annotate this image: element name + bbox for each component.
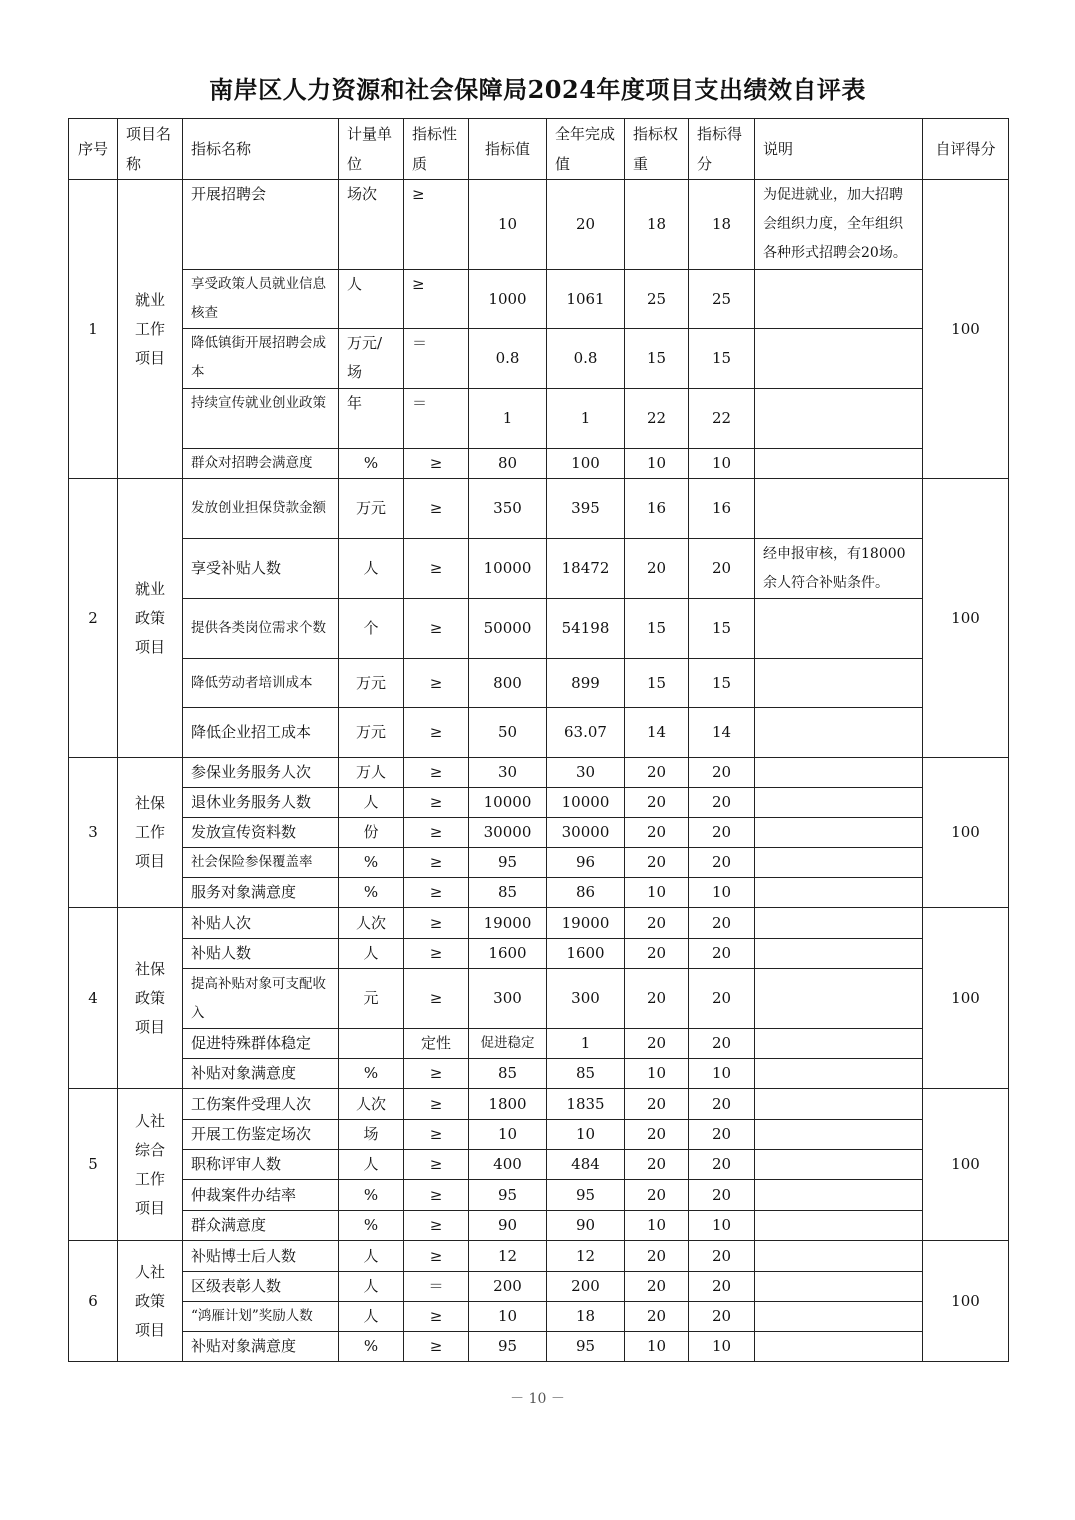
unit: % <box>339 1059 404 1089</box>
table-row <box>69 180 1009 270</box>
actual-value: 30 <box>547 758 625 788</box>
table-row <box>69 1241 1009 1272</box>
actual-value: 200 <box>547 1272 625 1302</box>
indicator-score: 10 <box>689 1211 755 1241</box>
indicator-score: 15 <box>689 329 755 389</box>
target-value: 50000 <box>469 599 547 659</box>
indicator-name: 降低镇街开展招聘会成本 <box>183 329 339 389</box>
target-value: 19000 <box>469 908 547 939</box>
unit: 万元 <box>339 479 404 539</box>
target-value: 10 <box>469 1120 547 1150</box>
indicator-name: 发放宣传资料数 <box>183 818 339 848</box>
table-row <box>69 449 1009 479</box>
target-value: 10000 <box>469 788 547 818</box>
weight: 20 <box>625 788 689 818</box>
header-actual: 全年完成值 <box>547 119 625 180</box>
unit: 场次 <box>339 180 404 270</box>
weight: 20 <box>625 1272 689 1302</box>
note <box>755 1180 923 1211</box>
actual-value: 63.07 <box>547 708 625 758</box>
indicator-nature: ≥ <box>404 969 469 1029</box>
unit: % <box>339 449 404 479</box>
actual-value: 300 <box>547 969 625 1029</box>
indicator-name: 群众满意度 <box>183 1211 339 1241</box>
indicator-name: 降低劳动者培训成本 <box>183 659 339 708</box>
unit: 人 <box>339 1302 404 1332</box>
weight: 20 <box>625 1029 689 1059</box>
indicator-nature: ≥ <box>404 758 469 788</box>
indicator-name: 社会保险参保覆盖率 <box>183 848 339 878</box>
target-value: 1800 <box>469 1089 547 1120</box>
unit: 人 <box>339 788 404 818</box>
indicator-score: 20 <box>689 1241 755 1272</box>
weight: 20 <box>625 1241 689 1272</box>
weight: 10 <box>625 878 689 908</box>
indicator-name: “鸿雁计划”奖励人数 <box>183 1302 339 1332</box>
indicator-score: 20 <box>689 1029 755 1059</box>
target-value: 90 <box>469 1211 547 1241</box>
indicator-nature: ≥ <box>404 1180 469 1211</box>
weight: 20 <box>625 1302 689 1332</box>
target-value: 300 <box>469 969 547 1029</box>
actual-value: 18472 <box>547 539 625 599</box>
table-row <box>69 848 1009 878</box>
header-row <box>69 119 1009 180</box>
target-value: 10 <box>469 180 547 270</box>
actual-value: 95 <box>547 1180 625 1211</box>
table-row <box>69 758 1009 788</box>
indicator-nature: 定性 <box>404 1029 469 1059</box>
indicator-nature: ＝ <box>404 329 469 389</box>
row-seq: 3 <box>69 758 118 908</box>
row-seq: 2 <box>69 479 118 758</box>
header-note: 说明 <box>755 119 923 180</box>
note <box>755 1241 923 1272</box>
indicator-name: 补贴对象满意度 <box>183 1332 339 1362</box>
table-row <box>69 1302 1009 1332</box>
actual-value: 899 <box>547 659 625 708</box>
note <box>755 1211 923 1241</box>
indicator-nature: ≥ <box>404 1059 469 1089</box>
weight: 10 <box>625 449 689 479</box>
weight: 20 <box>625 758 689 788</box>
weight: 20 <box>625 908 689 939</box>
unit: % <box>339 1211 404 1241</box>
indicator-nature: ≥ <box>404 479 469 539</box>
indicator-score: 20 <box>689 1302 755 1332</box>
indicator-nature: ≥ <box>404 1211 469 1241</box>
self-score: 100 <box>923 180 1009 479</box>
project-name: 就业工作项目 <box>118 180 183 479</box>
table-row <box>69 1211 1009 1241</box>
note <box>755 270 923 329</box>
unit: 人次 <box>339 1089 404 1120</box>
actual-value: 1600 <box>547 939 625 969</box>
target-value: 12 <box>469 1241 547 1272</box>
target-value: 85 <box>469 878 547 908</box>
table-row <box>69 939 1009 969</box>
indicator-nature: ≥ <box>404 908 469 939</box>
indicator-name: 职称评审人数 <box>183 1150 339 1180</box>
indicator-score: 20 <box>689 788 755 818</box>
target-value: 1000 <box>469 270 547 329</box>
project-name: 社保工作项目 <box>118 758 183 908</box>
table-row <box>69 1120 1009 1150</box>
weight: 22 <box>625 389 689 449</box>
table-row <box>69 1332 1009 1362</box>
note <box>755 1272 923 1302</box>
unit: 万人 <box>339 758 404 788</box>
weight: 20 <box>625 1089 689 1120</box>
weight: 20 <box>625 969 689 1029</box>
indicator-nature: ≥ <box>404 1302 469 1332</box>
indicator-nature: ≥ <box>404 599 469 659</box>
target-value: 30 <box>469 758 547 788</box>
note: 经申报审核，有18000余人符合补贴条件。 <box>755 539 923 599</box>
indicator-score: 15 <box>689 659 755 708</box>
weight: 20 <box>625 539 689 599</box>
table-row <box>69 908 1009 939</box>
document-title: 南岸区人力资源和社会保障局2024年度项目支出绩效自评表 <box>209 75 866 104</box>
weight: 15 <box>625 599 689 659</box>
table-row <box>69 479 1009 539</box>
table-row <box>69 878 1009 908</box>
indicator-nature: ≥ <box>404 449 469 479</box>
indicator-name: 享受补贴人数 <box>183 539 339 599</box>
actual-value: 95 <box>547 1332 625 1362</box>
actual-value: 1835 <box>547 1089 625 1120</box>
indicator-name: 参保业务服务人次 <box>183 758 339 788</box>
table-row <box>69 659 1009 708</box>
unit: 个 <box>339 599 404 659</box>
unit: 场 <box>339 1120 404 1150</box>
actual-value: 30000 <box>547 818 625 848</box>
indicator-nature: ≥ <box>404 180 469 270</box>
indicator-name: 补贴人次 <box>183 908 339 939</box>
row-seq: 4 <box>69 908 118 1089</box>
indicator-name: 区级表彰人数 <box>183 1272 339 1302</box>
actual-value: 10 <box>547 1120 625 1150</box>
indicator-name: 开展工伤鉴定场次 <box>183 1120 339 1150</box>
indicator-name: 降低企业招工成本 <box>183 708 339 758</box>
note <box>755 1059 923 1089</box>
target-value: 50 <box>469 708 547 758</box>
actual-value: 1 <box>547 389 625 449</box>
table-row <box>69 389 1009 449</box>
target-value: 10 <box>469 1302 547 1332</box>
indicator-nature: ≥ <box>404 939 469 969</box>
actual-value: 86 <box>547 878 625 908</box>
indicator-name: 仲裁案件办结率 <box>183 1180 339 1211</box>
indicator-score: 20 <box>689 1120 755 1150</box>
indicator-nature: ≥ <box>404 1120 469 1150</box>
weight: 20 <box>625 848 689 878</box>
unit: % <box>339 1332 404 1362</box>
indicator-name: 群众对招聘会满意度 <box>183 449 339 479</box>
indicator-nature: ≥ <box>404 659 469 708</box>
indicator-name: 发放创业担保贷款金额 <box>183 479 339 539</box>
project-name: 就业政策项目 <box>118 479 183 758</box>
note <box>755 848 923 878</box>
table-row <box>69 1272 1009 1302</box>
indicator-score: 10 <box>689 1059 755 1089</box>
actual-value: 90 <box>547 1211 625 1241</box>
indicator-score: 14 <box>689 708 755 758</box>
indicator-score: 10 <box>689 1332 755 1362</box>
header-nature: 指标性质 <box>404 119 469 180</box>
weight: 20 <box>625 939 689 969</box>
actual-value: 1061 <box>547 270 625 329</box>
note <box>755 1302 923 1332</box>
indicator-name: 促进特殊群体稳定 <box>183 1029 339 1059</box>
indicator-nature: ≥ <box>404 1089 469 1120</box>
actual-value: 10000 <box>547 788 625 818</box>
actual-value: 85 <box>547 1059 625 1089</box>
indicator-nature: ≥ <box>404 788 469 818</box>
project-name: 社保政策项目 <box>118 908 183 1089</box>
note <box>755 449 923 479</box>
actual-value: 0.8 <box>547 329 625 389</box>
target-value: 10000 <box>469 539 547 599</box>
indicator-name: 退休业务服务人数 <box>183 788 339 818</box>
note <box>755 329 923 389</box>
note <box>755 1029 923 1059</box>
table-row <box>69 270 1009 329</box>
indicator-score: 10 <box>689 449 755 479</box>
indicator-name: 持续宣传就业创业政策 <box>183 389 339 449</box>
indicator-name: 服务对象满意度 <box>183 878 339 908</box>
note: 为促进就业，加大招聘会组织力度，全年组织各种形式招聘会20场。 <box>755 180 923 270</box>
weight: 20 <box>625 1150 689 1180</box>
header-seq: 序号 <box>69 119 118 180</box>
unit: 年 <box>339 389 404 449</box>
header-target: 指标值 <box>469 119 547 180</box>
table-row <box>69 788 1009 818</box>
unit: 人 <box>339 1241 404 1272</box>
header-indicator: 指标名称 <box>183 119 339 180</box>
unit: % <box>339 878 404 908</box>
indicator-nature: ≥ <box>404 878 469 908</box>
weight: 18 <box>625 180 689 270</box>
actual-value: 18 <box>547 1302 625 1332</box>
weight: 20 <box>625 818 689 848</box>
indicator-nature: ＝ <box>404 389 469 449</box>
target-value: 30000 <box>469 818 547 848</box>
table-row <box>69 1029 1009 1059</box>
actual-value: 20 <box>547 180 625 270</box>
indicator-score: 10 <box>689 878 755 908</box>
note <box>755 1089 923 1120</box>
unit: 万元 <box>339 708 404 758</box>
unit: 人 <box>339 270 404 329</box>
indicator-name: 提供各类岗位需求个数 <box>183 599 339 659</box>
header-project: 项目名称 <box>118 119 183 180</box>
table-row <box>69 969 1009 1029</box>
actual-value: 100 <box>547 449 625 479</box>
indicator-score: 22 <box>689 389 755 449</box>
table-row <box>69 1150 1009 1180</box>
target-value: 95 <box>469 1332 547 1362</box>
indicator-nature: ≥ <box>404 1332 469 1362</box>
header-weight: 指标权重 <box>625 119 689 180</box>
unit: 人 <box>339 1150 404 1180</box>
indicator-nature: ≥ <box>404 818 469 848</box>
indicator-nature: ≥ <box>404 1150 469 1180</box>
indicator-name: 提高补贴对象可支配收入 <box>183 969 339 1029</box>
note <box>755 788 923 818</box>
weight: 14 <box>625 708 689 758</box>
target-value: 80 <box>469 449 547 479</box>
indicator-score: 20 <box>689 969 755 1029</box>
indicator-name: 工伤案件受理人次 <box>183 1089 339 1120</box>
self-score: 100 <box>923 908 1009 1089</box>
indicator-nature: ＝ <box>404 1272 469 1302</box>
table-row <box>69 708 1009 758</box>
weight: 10 <box>625 1332 689 1362</box>
table-row <box>69 539 1009 599</box>
note <box>755 818 923 848</box>
unit: 人 <box>339 939 404 969</box>
table-row <box>69 1059 1009 1089</box>
self-score: 100 <box>923 1241 1009 1362</box>
target-value: 1 <box>469 389 547 449</box>
note <box>755 708 923 758</box>
row-seq: 1 <box>69 180 118 479</box>
indicator-nature: ≥ <box>404 708 469 758</box>
self-score: 100 <box>923 758 1009 908</box>
note <box>755 939 923 969</box>
row-seq: 5 <box>69 1089 118 1241</box>
target-value: 200 <box>469 1272 547 1302</box>
indicator-score: 18 <box>689 180 755 270</box>
target-value: 1600 <box>469 939 547 969</box>
indicator-score: 20 <box>689 818 755 848</box>
note <box>755 1120 923 1150</box>
indicator-score: 20 <box>689 1272 755 1302</box>
unit: 人次 <box>339 908 404 939</box>
target-value: 800 <box>469 659 547 708</box>
page-number: － 10 － <box>510 1391 565 1407</box>
table-row <box>69 818 1009 848</box>
note <box>755 1150 923 1180</box>
indicator-nature: ≥ <box>404 539 469 599</box>
note <box>755 908 923 939</box>
row-seq: 6 <box>69 1241 118 1362</box>
indicator-nature: ≥ <box>404 270 469 329</box>
target-value: 促进稳定 <box>469 1029 547 1059</box>
indicator-name: 补贴人数 <box>183 939 339 969</box>
target-value: 85 <box>469 1059 547 1089</box>
actual-value: 12 <box>547 1241 625 1272</box>
unit: 份 <box>339 818 404 848</box>
table-row <box>69 1180 1009 1211</box>
indicator-score: 20 <box>689 539 755 599</box>
header-self-score: 自评得分 <box>923 119 1009 180</box>
table-row <box>69 599 1009 659</box>
note <box>755 389 923 449</box>
indicator-score: 20 <box>689 1150 755 1180</box>
actual-value: 54198 <box>547 599 625 659</box>
target-value: 350 <box>469 479 547 539</box>
weight: 10 <box>625 1211 689 1241</box>
self-score: 100 <box>923 1089 1009 1241</box>
actual-value: 484 <box>547 1150 625 1180</box>
actual-value: 1 <box>547 1029 625 1059</box>
indicator-nature: ≥ <box>404 848 469 878</box>
unit: 人 <box>339 1272 404 1302</box>
indicator-score: 15 <box>689 599 755 659</box>
indicator-score: 25 <box>689 270 755 329</box>
note <box>755 758 923 788</box>
weight: 16 <box>625 479 689 539</box>
actual-value: 19000 <box>547 908 625 939</box>
weight: 10 <box>625 1059 689 1089</box>
unit: 万元 <box>339 659 404 708</box>
indicator-name: 补贴对象满意度 <box>183 1059 339 1089</box>
note <box>755 969 923 1029</box>
table-body <box>69 180 1009 1362</box>
target-value: 0.8 <box>469 329 547 389</box>
project-name: 人社政策项目 <box>118 1241 183 1362</box>
unit <box>339 1029 404 1059</box>
note <box>755 1332 923 1362</box>
indicator-score: 20 <box>689 1089 755 1120</box>
indicator-name: 享受政策人员就业信息核查 <box>183 270 339 329</box>
weight: 25 <box>625 270 689 329</box>
unit: 万元/场 <box>339 329 404 389</box>
table-row <box>69 1089 1009 1120</box>
note <box>755 659 923 708</box>
table-row <box>69 329 1009 389</box>
target-value: 400 <box>469 1150 547 1180</box>
note <box>755 479 923 539</box>
indicator-nature: ≥ <box>404 1241 469 1272</box>
indicator-score: 20 <box>689 848 755 878</box>
indicator-score: 20 <box>689 1180 755 1211</box>
weight: 15 <box>625 329 689 389</box>
performance-table <box>68 118 1009 1362</box>
indicator-name: 补贴博士后人数 <box>183 1241 339 1272</box>
target-value: 95 <box>469 848 547 878</box>
header-score: 指标得分 <box>689 119 755 180</box>
indicator-score: 16 <box>689 479 755 539</box>
actual-value: 395 <box>547 479 625 539</box>
unit: % <box>339 848 404 878</box>
note <box>755 878 923 908</box>
indicator-score: 20 <box>689 908 755 939</box>
header-unit: 计量单位 <box>339 119 404 180</box>
indicator-score: 20 <box>689 758 755 788</box>
weight: 20 <box>625 1180 689 1211</box>
self-score: 100 <box>923 479 1009 758</box>
project-name: 人社综合工作项目 <box>118 1089 183 1241</box>
unit: % <box>339 1180 404 1211</box>
actual-value: 96 <box>547 848 625 878</box>
unit: 元 <box>339 969 404 1029</box>
weight: 15 <box>625 659 689 708</box>
note <box>755 599 923 659</box>
indicator-score: 20 <box>689 939 755 969</box>
unit: 人 <box>339 539 404 599</box>
indicator-name: 开展招聘会 <box>183 180 339 270</box>
target-value: 95 <box>469 1180 547 1211</box>
weight: 20 <box>625 1120 689 1150</box>
